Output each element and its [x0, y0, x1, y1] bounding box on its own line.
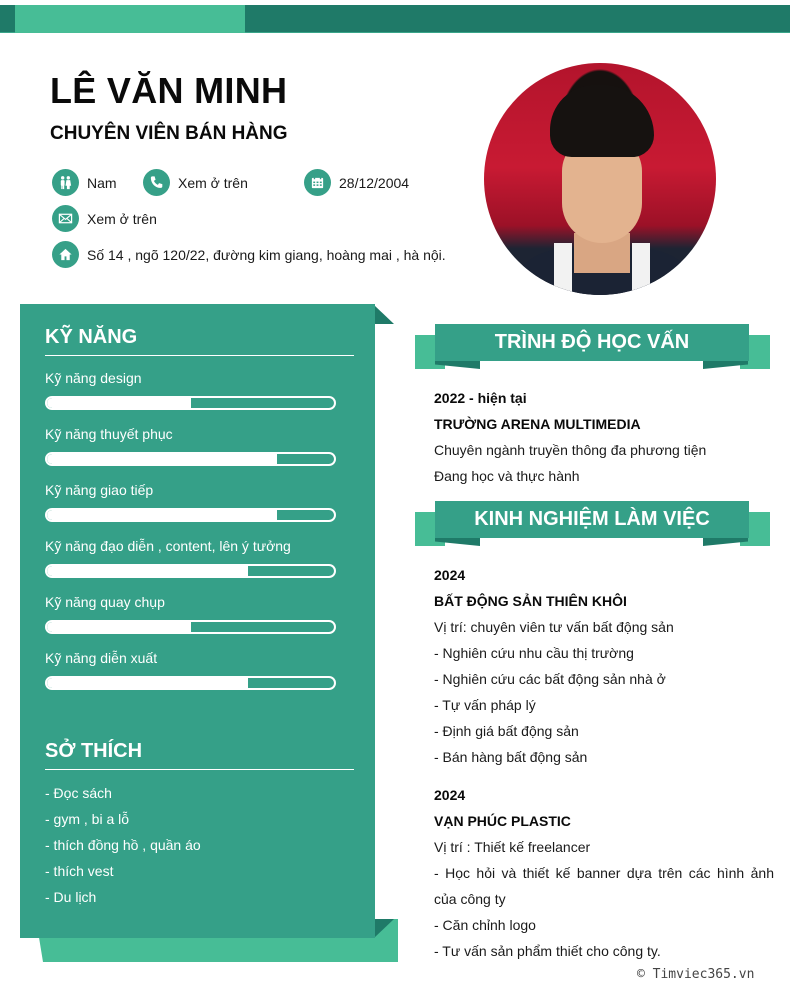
experience-line: - Căn chỉnh logo — [434, 917, 536, 933]
experience-line: Vị trí: chuyên viên tư vấn bất động sản — [434, 619, 674, 635]
hobbies-list — [45, 782, 350, 912]
skill-label: Kỹ năng diễn xuất — [45, 650, 158, 666]
experience-line: - Nghiên cứu các bất động sản nhà ở — [434, 671, 666, 687]
candidate-name: LÊ VĂN MINH — [50, 70, 288, 111]
contact-gender — [52, 169, 117, 196]
education-line: Đang học và thực hành — [434, 468, 580, 484]
skill-bar-fill — [47, 398, 191, 408]
address-value: Số 14 , ngõ 120/22, đường kim giang, hoàng mai , hà nội. — [87, 246, 446, 263]
education-heading: TRÌNH ĐỘ HỌC VẤN — [435, 324, 749, 361]
top-decor-accent — [15, 5, 245, 33]
experience-line: - Nghiên cứu nhu cầu thị trường — [434, 645, 634, 661]
phone-value: Xem ở trên — [178, 174, 248, 191]
mail-icon — [52, 205, 79, 232]
skill-item — [45, 648, 350, 704]
skill-item — [45, 592, 350, 648]
hobby-item: - Du lịch — [45, 889, 97, 905]
education-line: Chuyên ngành truyền thông đa phương tiện — [434, 442, 707, 458]
experience-ribbon — [415, 501, 770, 546]
skill-item — [45, 368, 350, 424]
skill-label: Kỹ năng design — [45, 370, 142, 386]
skill-bar — [45, 508, 336, 522]
profile-photo — [484, 63, 716, 295]
skills-heading: KỸ NĂNG — [45, 304, 354, 356]
skill-bar-fill — [47, 566, 248, 576]
skill-bar-fill — [47, 454, 277, 464]
experience-line: - Bán hàng bất động sản — [434, 749, 588, 765]
education-school: TRƯỜNG ARENA MULTIMEDIA — [434, 416, 641, 432]
skill-bar — [45, 676, 336, 690]
experience-heading: KINH NGHIỆM LÀM VIỆC — [435, 501, 749, 538]
skill-bar — [45, 620, 336, 634]
education-ribbon — [415, 324, 770, 369]
education-period: 2022 - hiện tại — [434, 390, 527, 406]
hobbies-heading: SỞ THÍCH — [45, 718, 354, 770]
top-decor-bar — [0, 5, 790, 33]
contact-address — [52, 241, 446, 268]
skill-label: Kỹ năng đạo diễn , content, lên ý tưởng — [45, 538, 291, 554]
experience-line: - Định giá bất động sản — [434, 723, 579, 739]
experience-company: BẤT ĐỘNG SẢN THIÊN KHÔI — [434, 593, 627, 609]
skill-bar-fill — [47, 622, 191, 632]
education-section — [434, 387, 774, 491]
experience-line: - Học hỏi và thiết kế banner dựa trên các hình ảnh — [434, 865, 774, 881]
hobby-item: - gym , bi a lỗ — [45, 811, 130, 827]
job-title: CHUYÊN VIÊN BÁN HÀNG — [50, 123, 288, 144]
contact-email — [52, 205, 157, 232]
phone-icon — [143, 169, 170, 196]
home-icon — [52, 241, 79, 268]
hobby-item: - thích vest — [45, 863, 114, 879]
skill-item — [45, 480, 350, 536]
contact-phone — [143, 169, 248, 196]
skill-item — [45, 424, 350, 480]
experience-period: 2024 — [434, 787, 466, 803]
sidebar-fold-top — [374, 305, 394, 324]
watermark: © Timviec365.vn — [637, 967, 755, 982]
skill-item — [45, 536, 350, 592]
skill-label: Kỹ năng quay chụp — [45, 594, 165, 610]
sidebar — [20, 304, 375, 938]
skill-bar-fill — [47, 510, 277, 520]
skills-list — [45, 368, 350, 704]
skill-label: Kỹ năng thuyết phục — [45, 426, 173, 442]
experience-company: VẠN PHÚC PLASTIC — [434, 813, 571, 829]
contact-birthday — [304, 169, 409, 196]
hobby-item: - thích đồng hồ , quần áo — [45, 837, 201, 853]
skill-bar-fill — [47, 678, 248, 688]
gender-value: Nam — [87, 174, 117, 191]
skill-label: Kỹ năng giao tiếp — [45, 482, 154, 498]
skill-bar — [45, 452, 336, 466]
gender-icon — [52, 169, 79, 196]
experience-line: Vị trí : Thiết kế freelancer — [434, 839, 591, 855]
skill-bar — [45, 564, 336, 578]
experience-section — [434, 564, 774, 966]
experience-period: 2024 — [434, 567, 466, 583]
experience-line: - Tư vấn sản phẩm thiết cho công ty. — [434, 943, 661, 959]
birthday-value: 28/12/2004 — [339, 174, 410, 191]
email-value: Xem ở trên — [87, 210, 157, 227]
experience-line: của công ty — [434, 891, 506, 907]
calendar-icon — [304, 169, 331, 196]
hobby-item: - Đọc sách — [45, 785, 112, 801]
experience-line: - Tự vấn pháp lý — [434, 697, 536, 713]
skill-bar — [45, 396, 336, 410]
